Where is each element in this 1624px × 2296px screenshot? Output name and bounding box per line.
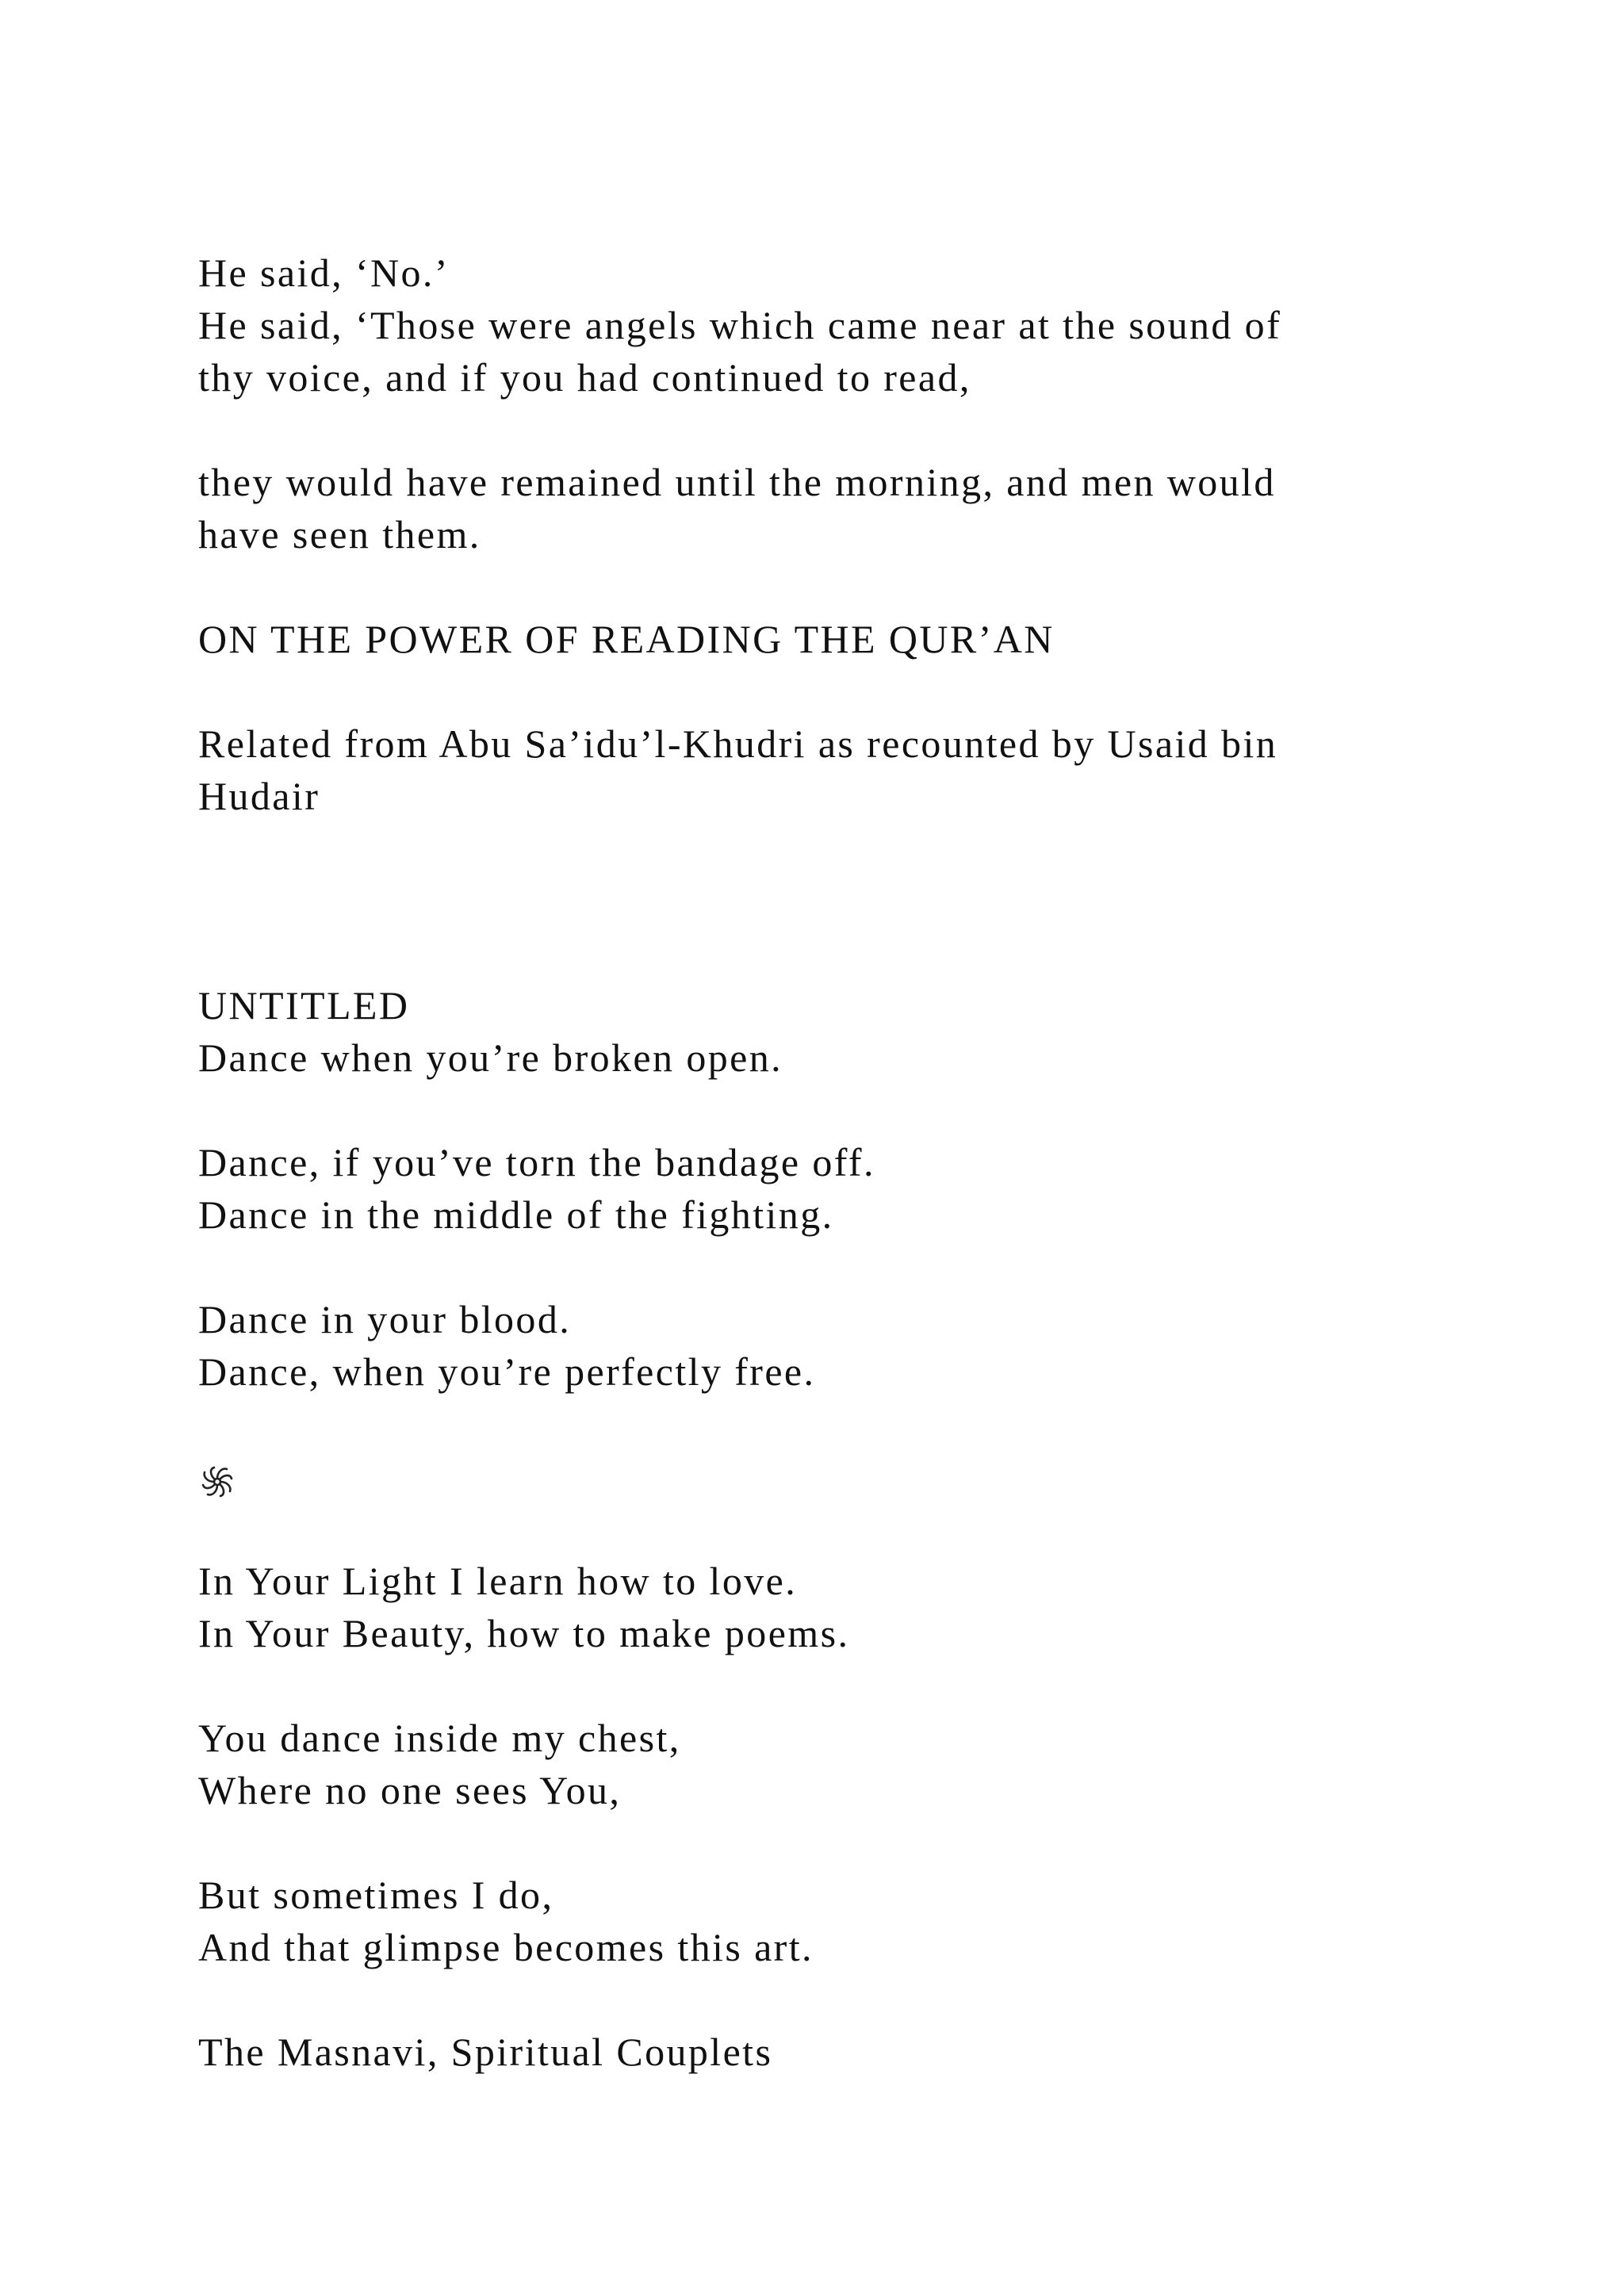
poem-line: Dance, if you’ve torn the bandage off. — [198, 1140, 875, 1184]
poem-line: Dance in the middle of the fighting. — [198, 1192, 834, 1237]
text-line: He said, ‘Those were angels which came near at the sound of — [198, 303, 1282, 347]
poem-line: Dance when you’re broken open. — [198, 1035, 783, 1080]
attribution-line: Hudair — [198, 774, 320, 818]
source-title: The Masnavi, Spiritual Couplets — [198, 2030, 773, 2074]
pinwheel-ornament-icon — [198, 1463, 236, 1501]
poem-line: And that glimpse becomes this art. — [198, 1925, 814, 1969]
poem-line: In Your Beauty, how to make poems. — [198, 1611, 850, 1655]
text-line: have seen them. — [198, 512, 481, 557]
text-line: they would have remained until the morning, and men would — [198, 460, 1276, 504]
attribution-line: Related from Abu Sa’idu’l-Khudri as recounted by Usaid bin — [198, 721, 1278, 766]
poem-line: In Your Light I learn how to love. — [198, 1559, 798, 1603]
poem-line: Dance in your blood. — [198, 1297, 572, 1341]
poem-line: Where no one sees You, — [198, 1768, 622, 1812]
section-heading: ON THE POWER OF READING THE QUR’AN — [198, 617, 1055, 661]
text-line: thy voice, and if you had continued to read, — [198, 355, 971, 400]
text-line: He said, ‘No.’ — [198, 251, 450, 295]
poem-line: But sometimes I do, — [198, 1873, 554, 1917]
poem-line: You dance inside my chest, — [198, 1716, 681, 1760]
poem-line: Dance, when you’re perfectly free. — [198, 1349, 816, 1394]
poem-title: UNTITLED — [198, 983, 410, 1027]
